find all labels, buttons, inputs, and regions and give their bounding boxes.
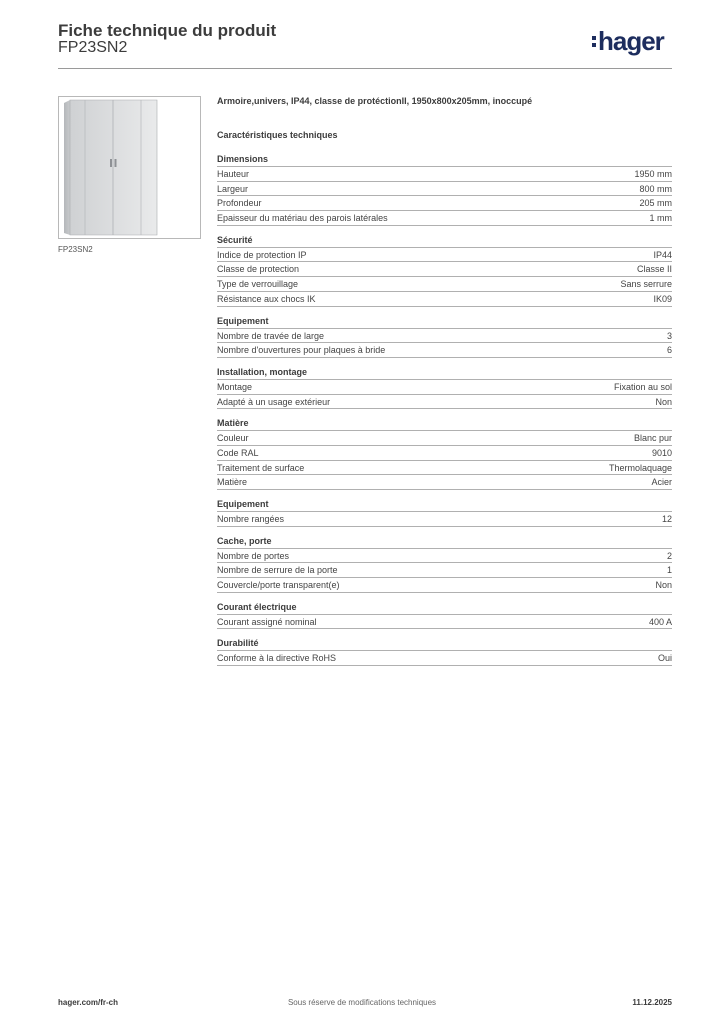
spec-label: Profondeur <box>217 198 262 209</box>
logo-text: hager <box>598 26 664 56</box>
spec-label: Résistance aux chocs IK <box>217 293 316 304</box>
spec-value: IP44 <box>653 249 672 260</box>
spec-row <box>217 512 672 527</box>
spec-value: 800 mm <box>639 183 672 194</box>
section-title: Courant électrique <box>217 601 672 615</box>
section-title: Equipement <box>217 315 672 329</box>
image-caption: FP23SN2 <box>58 245 93 254</box>
section-title: Equipement <box>217 498 672 512</box>
spec-label: Nombre d'ouvertures pour plaques à bride <box>217 345 386 356</box>
spec-row <box>217 380 672 395</box>
spec-value: Oui <box>657 653 672 664</box>
spec-value: 1 mm <box>649 213 672 224</box>
spec-label: Code RAL <box>217 447 259 458</box>
spec-row <box>217 651 672 666</box>
spec-label: Courant assigné nominal <box>217 616 317 627</box>
spec-value: 1 <box>666 565 672 576</box>
spec-label: Couleur <box>217 433 249 444</box>
logo-dots-icon <box>592 34 596 48</box>
spec-row <box>217 248 672 263</box>
spec-section <box>217 535 672 593</box>
spec-value: 6 <box>666 345 672 356</box>
section-title: Dimensions <box>217 153 672 167</box>
spec-label: Nombre de travée de large <box>217 330 325 341</box>
spec-section <box>217 315 672 358</box>
spec-section <box>217 153 672 226</box>
spec-section <box>217 366 672 409</box>
footer-website: hager.com/fr-ch <box>58 998 119 1007</box>
spec-label: Nombre rangées <box>217 514 285 524</box>
spec-label: Classe de protection <box>217 264 300 275</box>
spec-label: Type de verrouillage <box>217 279 299 290</box>
spec-row <box>217 262 672 277</box>
spec-value: 400 A <box>648 616 672 627</box>
spec-row <box>217 292 672 307</box>
spec-label: Adapté à un usage extérieur <box>217 396 331 407</box>
section-title: Durabilité <box>217 637 672 651</box>
spec-value: Blanc pur <box>633 433 672 444</box>
spec-label: Nombre de portes <box>217 550 290 561</box>
spec-row <box>217 475 672 490</box>
spec-value: Fixation au sol <box>613 381 672 392</box>
spec-section <box>217 234 672 307</box>
spec-section <box>217 601 672 630</box>
spec-label: Montage <box>217 381 253 392</box>
spec-row <box>217 578 672 593</box>
spec-label: Epaisseur du matériau des parois latérales <box>217 213 388 224</box>
spec-value: Acier <box>651 477 672 488</box>
spec-row <box>217 563 672 578</box>
spec-row <box>217 182 672 197</box>
spec-value: 2 <box>666 550 672 561</box>
cabinet-illustration-icon <box>59 97 200 238</box>
spec-label: Conforme à la directive RoHS <box>217 653 337 664</box>
spec-label: Couvercle/porte transparent(e) <box>217 580 340 591</box>
spec-label: Largeur <box>217 183 249 194</box>
spec-row <box>217 167 672 182</box>
spec-row <box>217 615 672 630</box>
spec-value: Classe II <box>636 264 672 275</box>
spec-row <box>217 549 672 564</box>
section-title: Sécurité <box>217 234 672 248</box>
spec-value: 205 mm <box>639 198 672 209</box>
spec-value: 3 <box>666 330 672 341</box>
section-title: Matière <box>217 417 672 431</box>
spec-row <box>217 196 672 211</box>
spec-label: Nombre de serrure de la porte <box>217 565 338 576</box>
spec-value: IK09 <box>653 293 672 304</box>
spec-row <box>217 461 672 476</box>
spec-label: Hauteur <box>217 169 250 179</box>
spec-section <box>217 498 672 527</box>
spec-label: Matière <box>217 477 248 488</box>
spec-value: Sans serrure <box>620 279 672 290</box>
product-image <box>58 96 201 239</box>
spec-row <box>217 329 672 344</box>
spec-row <box>217 277 672 292</box>
section-title: Cache, porte <box>217 535 672 549</box>
spec-section <box>217 637 672 666</box>
section-title: Installation, montage <box>217 366 672 380</box>
spec-row <box>217 446 672 461</box>
spec-value: Thermolaquage <box>608 462 672 473</box>
header-divider <box>58 68 672 69</box>
spec-value: 9010 <box>651 447 672 458</box>
spec-row <box>217 343 672 358</box>
spec-value: 12 <box>661 514 672 524</box>
footer-disclaimer: Sous réserve de modifications techniques <box>287 998 437 1007</box>
product-description: Armoire,univers, IP44, classe de protéctionII, 1950x800x205mm, inoccupé <box>217 96 533 106</box>
spec-row <box>217 211 672 226</box>
spec-label: Traitement de surface <box>217 462 305 473</box>
spec-value: 1950 mm <box>634 169 672 179</box>
spec-section <box>217 417 672 490</box>
page-title: Fiche technique du produit <box>58 21 277 40</box>
hager-logo <box>592 26 664 56</box>
product-code: FP23SN2 <box>58 39 128 56</box>
footer-date: 11.12.2025 <box>632 998 672 1007</box>
spec-label: Indice de protection IP <box>217 249 307 260</box>
spec-row <box>217 395 672 410</box>
characteristics-heading: Caractéristiques techniques <box>217 130 338 140</box>
spec-value: Non <box>655 396 672 407</box>
spec-value: Non <box>655 580 672 591</box>
spec-row <box>217 431 672 446</box>
specifications-table <box>217 153 672 674</box>
